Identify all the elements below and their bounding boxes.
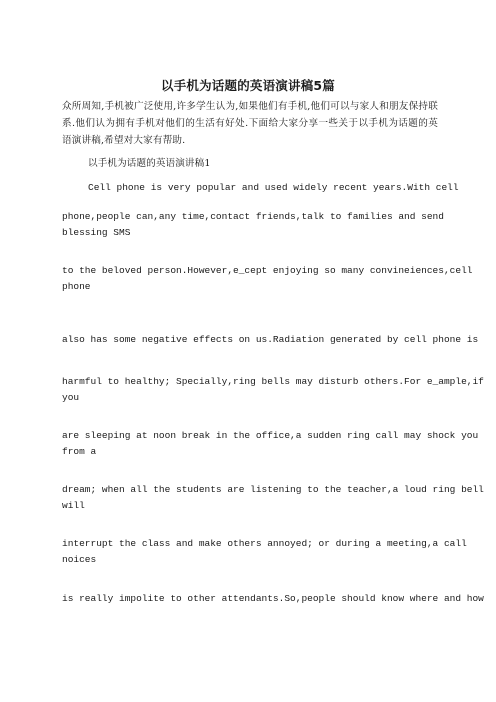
body-line: from a [62,446,97,457]
body-line: you [62,392,80,403]
body-line: noices [62,554,97,565]
body-line: harmful to healthy; Specially,ring bells may disturb others.For e_ample,if [62,376,484,387]
body-line: to the beloved person.However,e_cept enjoying so many convineiences,cell [62,265,473,276]
body-line: is really impolite to other attendants.So,people should know where and how [62,593,484,604]
document-title: 以手机为话题的英语演讲稿5篇 [161,78,335,93]
body-line: interrupt the class and make others annoyed; or during a meeting,a call [62,538,467,549]
speech-subheading: 以手机为话题的英语演讲稿1 [88,158,211,169]
intro-paragraph: 众所周知,手机被广泛使用,许多学生认为,如果他们有手机,他们可以与家人和朋友保持联系.他们认为拥有手机对他们的生活有好处.下面给大家分享一些关于以手机为话题的英语演讲稿,希望对大家有帮助. [62,101,438,146]
body-line: will [62,500,85,511]
body-line: are sleeping at noon break in the office,a sudden ring call may shock you [62,430,479,441]
body-line: phone,people can,any time,contact friends,talk to families and send [62,211,444,222]
body-line: dream; when all the students are listening to the teacher,a loud ring bell [62,484,484,495]
body-line: phone [62,281,91,292]
body-line: Cell phone is very popular and used widely recent years.With cell [88,182,459,193]
body-line: also has some negative effects on us.Radiation generated by cell phone is [62,334,479,345]
body-line: blessing SMS [62,227,131,238]
